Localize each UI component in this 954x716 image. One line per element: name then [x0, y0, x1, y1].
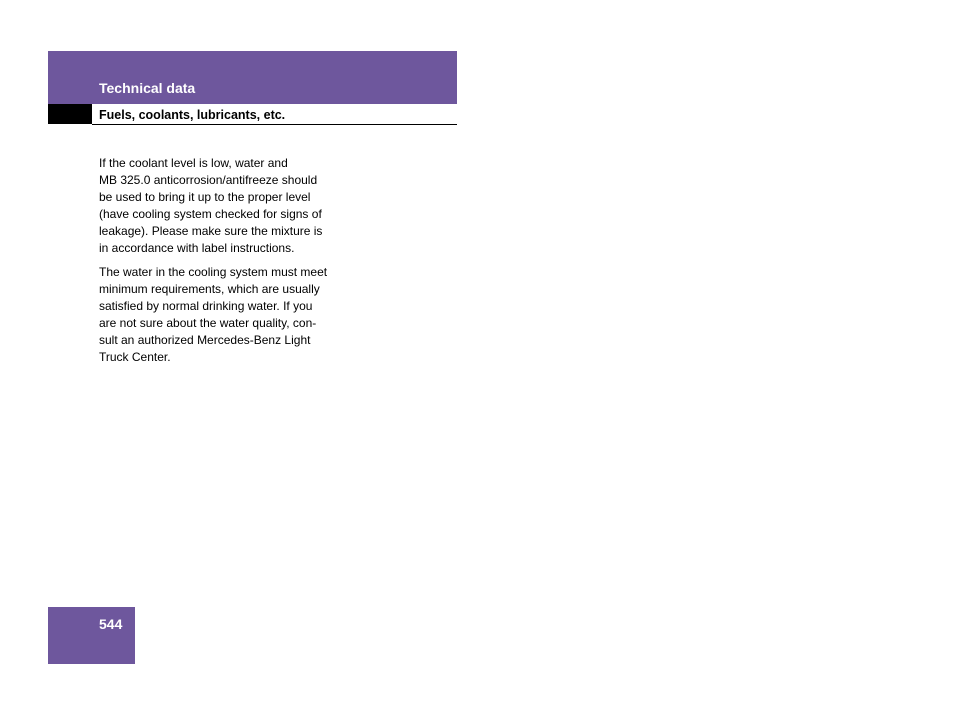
- body-text: [99, 155, 339, 373]
- section-divider: [92, 124, 457, 125]
- section-tab-marker: [48, 104, 92, 124]
- paragraph-water-quality: The water in the cooling system must meet minimum requirements, which are usually satisfied by normal drinking water. If you are not sure about the water quality, con- sult an authorized Mercedes-Benz Light Truck Center.: [99, 265, 328, 364]
- paragraph-coolant-level: If the coolant level is low, water and MB 325.0 anticorrosion/antifreeze should be used to bring it up to the proper level (have cooling system checked for signs of leakage). Please make sure the mixture is in accordance with label instructions.: [99, 156, 323, 255]
- chapter-header-bar: [48, 51, 457, 104]
- chapter-title: Technical data: [99, 80, 196, 96]
- page-number: 544: [99, 616, 123, 632]
- page-number-box: [48, 607, 135, 664]
- section-title: Fuels, coolants, lubricants, etc.: [99, 108, 286, 122]
